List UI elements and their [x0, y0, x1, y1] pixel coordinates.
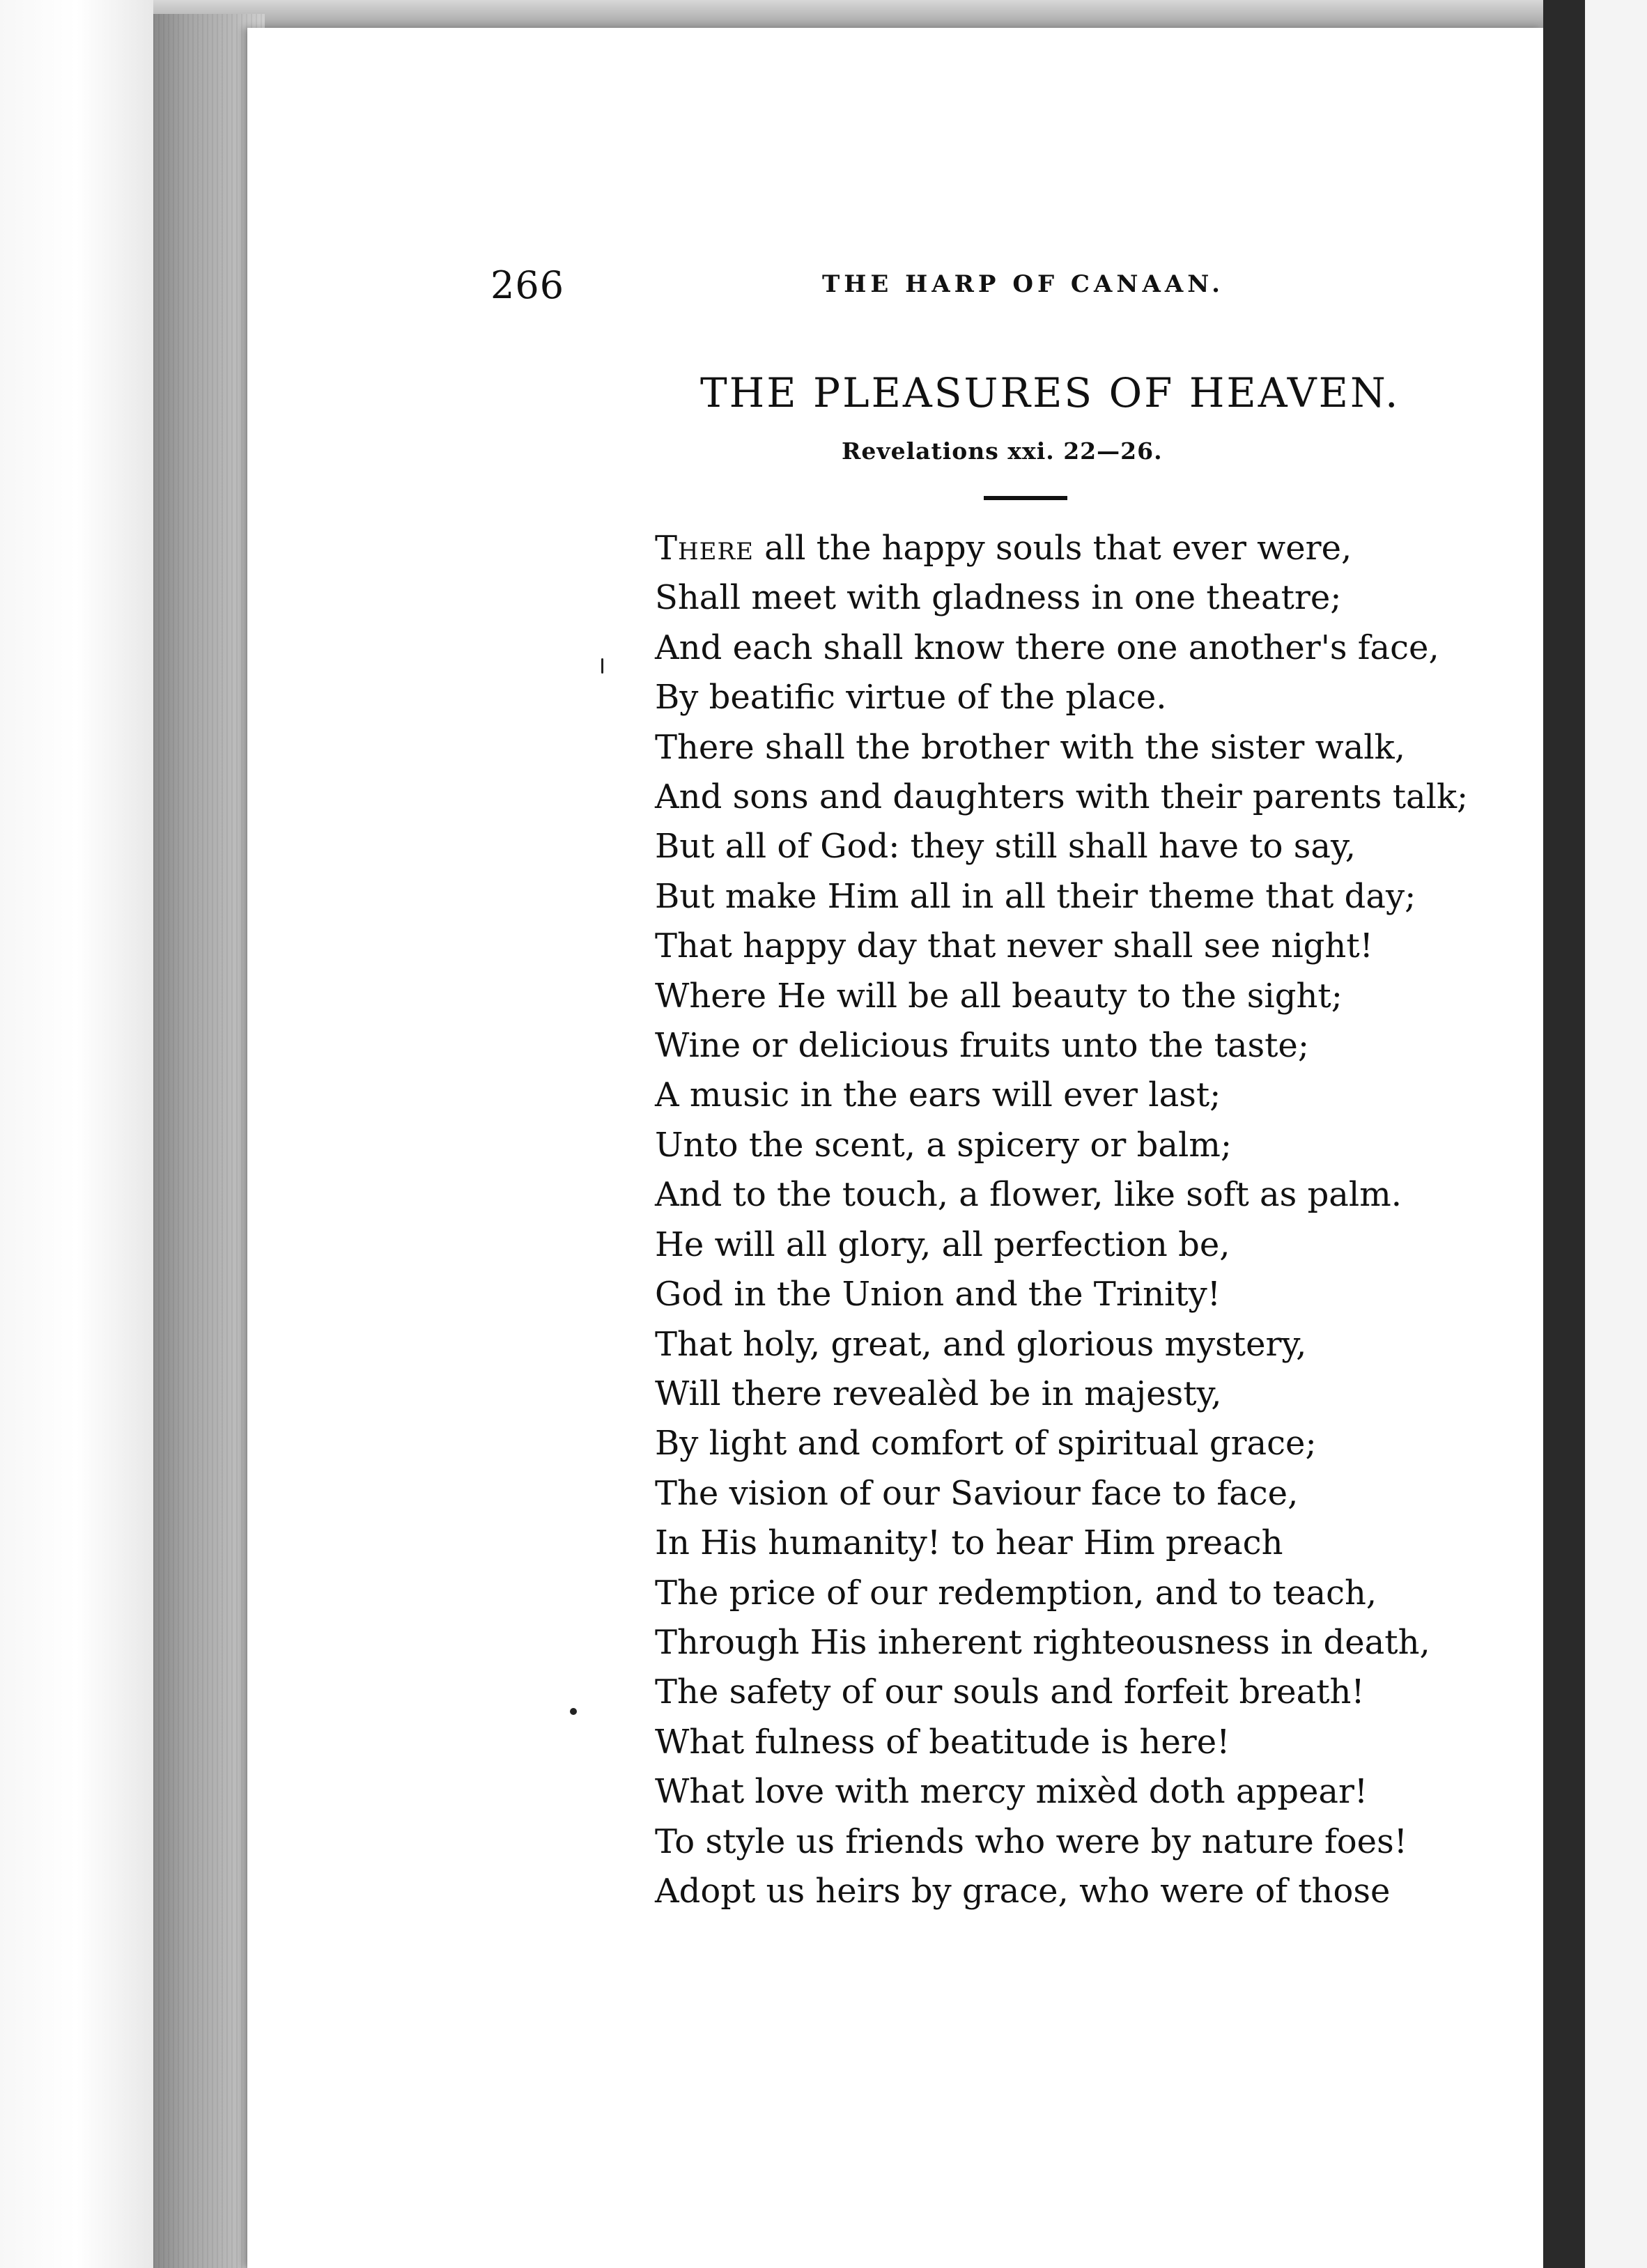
poem-line: And sons and daughters with their parents talk;	[655, 777, 1469, 817]
poem-line: Wine or delicious fruits unto the taste;	[655, 1026, 1309, 1066]
adjacent-page	[1585, 0, 1647, 2268]
poem-line: Where He will be all beauty to the sight;	[655, 976, 1343, 1016]
poem-line-text: all the happy souls that ever were,	[753, 529, 1352, 568]
poem-title: THE PLEASURES OF HEAVEN.	[700, 369, 1400, 417]
poem-line: That happy day that never shall see night!	[655, 926, 1373, 966]
poem-line: But make Him all in all their theme that day;	[655, 876, 1416, 916]
poem-line: And to the touch, a flower, like soft as palm.	[655, 1175, 1402, 1215]
page-number: 266	[490, 263, 565, 307]
poem-line: To style us friends who were by nature foes!	[655, 1822, 1407, 1861]
poem-line: Shall meet with gladness in one theatre;	[655, 578, 1342, 618]
poem-line: By light and comfort of spiritual grace;	[655, 1424, 1317, 1463]
poem-line: Through His inherent righteousness in death,	[655, 1622, 1430, 1662]
poem-body	[655, 524, 1468, 1916]
poem-line: That holy, great, and glorious mystery,	[655, 1324, 1307, 1364]
running-title: THE HARP OF CANAAN.	[822, 270, 1224, 298]
poem-line: A music in the ears will ever last;	[655, 1075, 1221, 1115]
poem-line: And each shall know there one another's face,	[655, 628, 1439, 667]
poem-citation: Revelations xxi. 22—26.	[842, 437, 1163, 465]
poem-line: By beatific virtue of the place.	[655, 678, 1167, 717]
title-rule	[984, 496, 1067, 500]
book-gutter	[1543, 0, 1585, 2268]
poem-line: The price of our redemption, and to teach,	[655, 1573, 1377, 1613]
poem-line: He will all glory, all perfection be,	[655, 1225, 1230, 1264]
poem-line: What love with mercy mixèd doth appear!	[655, 1772, 1368, 1812]
poem-line: In His humanity! to hear Him preach	[655, 1523, 1283, 1563]
poem-line: God in the Union and the Trinity!	[655, 1275, 1221, 1314]
poem-line: What fulness of beatitude is here!	[655, 1722, 1230, 1762]
poem-line: Unto the scent, a spicery or balm;	[655, 1125, 1232, 1165]
poem-line	[655, 524, 1468, 573]
poem-line: The safety of our souls and forfeit breath!	[655, 1672, 1365, 1712]
ink-speck	[570, 1708, 577, 1715]
poem-line: The vision of our Saviour face to face,	[655, 1473, 1299, 1513]
drop-word: There	[655, 529, 754, 568]
scan-margin	[0, 0, 153, 2268]
ink-speck	[601, 658, 603, 674]
poem-line: Will there revealèd be in majesty,	[655, 1374, 1222, 1413]
poem-line: But all of God: they still shall have to say,	[655, 827, 1356, 867]
poem-line: Adopt us heirs by grace, who were of those	[655, 1871, 1391, 1911]
poem-line: There shall the brother with the sister walk,	[655, 727, 1405, 767]
